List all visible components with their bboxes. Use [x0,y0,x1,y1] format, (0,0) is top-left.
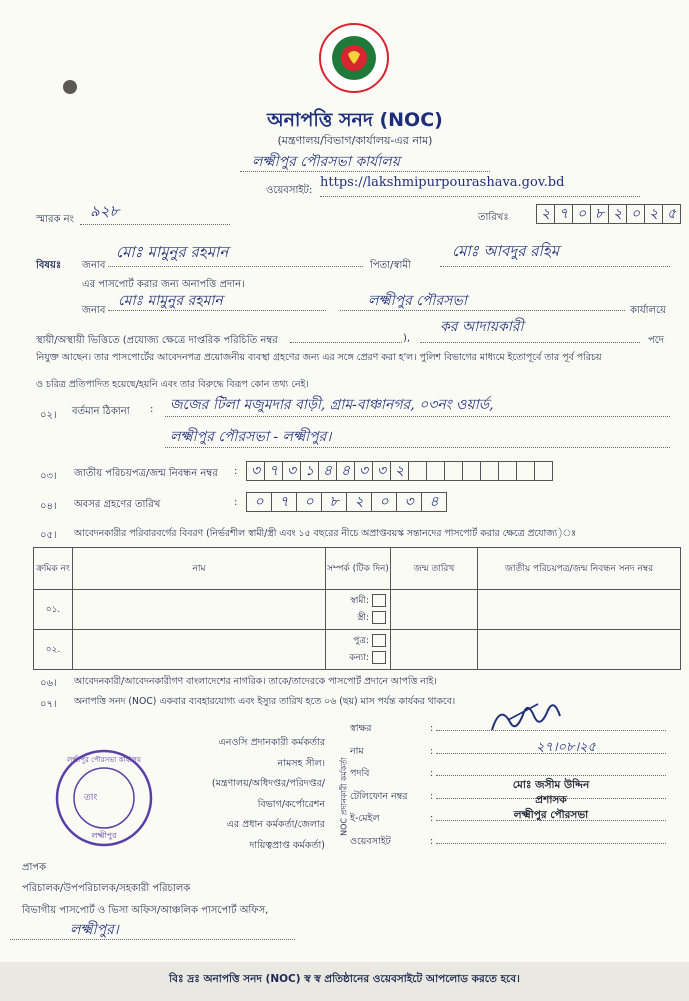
body-paragraph-1: নিযুক্ত আছেন। তার পাসপোর্টের আবেদনপত্র প্রয়োজনীয় ব্যবস্থা গ্রহণের জন্য এর সঙ্গে প্রেরণ করা হ'ল। পুলিশ বিভাগের মাধ্যমে ইতোপূর্বে তার পূর্ব পরিচয় [36,352,602,363]
memo-number: ৯২৮ [90,202,120,220]
date-digit: ২ [644,204,663,224]
designation-line [436,775,666,776]
field-label: টেলিফোন নম্বর [350,790,408,802]
rel-wife: স্ত্রী: [357,612,369,623]
post-name: কর আদায়কারী [440,319,524,335]
nid-digit: ৩ [282,461,301,481]
nid-digit [444,461,463,481]
date-digit: ০ [572,204,591,224]
officer-line: দায়িত্বপ্রাপ্ত কর্মকর্তা) [249,839,325,851]
subject-prefix: জনাব [82,260,106,271]
date-digit: ২ [608,204,627,224]
body-paragraph-2: ও চরিত্র প্রতিপাদিত হয়েছে/হয়নি এবং তার বিরুদ্ধে বিরূপ কোন তথ্য নেই। [36,379,309,390]
permanent-text: স্থায়ী/অস্থায়ী ভিত্তিতে (প্রযোজ্য ক্ষেত্রে দাপ্তরিক পরিচিতি নম্বর [36,335,278,346]
nid-digit [480,461,499,481]
ministry-subtitle: (মন্ত্রণালয়/বিভাগ/কার্যালয়-এর নাম) [277,134,433,147]
seal-outer-text: লক্ষ্মীপুর পৌরসভা কার্যালয় [67,756,141,764]
seal-inner-prefix: তাং [84,793,98,803]
body-name: মোঃ মামুনুর রহমান [118,293,223,309]
website-label: ওয়েবসাইট: [266,185,313,196]
item-07-text: অনাপত্তি সনদ (NOC) একবার ব্যবহারযোগ্য এবং ইস্যুর তারিখ হতে ০৬ (ছয়) মাস পর্যন্ত কার্যকর থাকবে। [74,696,456,707]
nid-digit [498,461,517,481]
date-label: তারিখঃ [478,212,509,223]
footer-note: বিঃ দ্রঃ অনাপত্তি সনদ (NOC) স্ব স্ব প্রতিষ্ঠানের ওয়েবসাইটে আপলোড করতে হবে। [169,973,520,985]
field-row: ই-মেইল : [350,808,680,831]
retire-digit: ০ [371,492,397,512]
family-table [33,547,681,670]
col-dob: জন্ম তারিখ [391,548,478,590]
nid-digit: ৪ [336,461,355,481]
officer-label-block [170,733,325,856]
recipient-line-1: পরিচালক/উপপরিচালক/সহকারী পরিচালক [22,883,191,894]
field-row: পদবি : [350,763,680,786]
date-digit: ৫ [662,204,681,224]
item-07-number: ০৭। [40,699,57,710]
name-stamp [476,778,626,823]
rel-daughter: কন্যা: [349,652,369,663]
officer-line: এনওসি প্রদানকারী কর্মকর্তার [218,737,325,748]
stamp-name: মোঃ জসীম উদ্দিন [512,779,590,791]
recipient-line-2: বিভাগীয় পাসপোর্ট ও ভিসা অফিস/আঞ্চলিক পাসপোর্ট অফিস, [22,905,269,916]
retire-digit: ৮ [321,492,347,512]
office-suffix: কার্যালয়ে [630,305,666,316]
post-suffix: পদে [648,335,665,346]
father-name: মোঃ আবদুর রহিম [452,242,560,260]
item-05-text: আবেদনকারীর পরিবারবর্গের বিবরণ (নির্ভরশীল স্বামী/স্ত্রী এবং ১৫ বছরের নীচে অপ্রাপ্তবয়স্ক সন্তানদের পাসপোর্ট করার ক্ষেত্রে প্রযোজ্য)ঃ [74,528,577,539]
field-label: ই-মেইল [350,813,380,824]
field-row: টেলিফোন নম্বর : [350,786,680,809]
retire-digit: ৭ [271,492,297,512]
subject-label: বিষয়ঃ [36,260,62,271]
date-digit: ২ [536,204,555,224]
item-03-number: ০৩। [40,471,57,482]
checkbox[interactable] [372,594,386,607]
item-02-number: ০২। [40,410,57,421]
nid-digit [408,461,427,481]
table-row [34,630,681,670]
father-label: পিতা/স্বামী [370,260,411,271]
body-office: লক্ষ্মীপুর পৌরসভা [368,293,467,309]
rel-husband: স্বামী: [350,595,369,606]
round-seal [54,748,154,848]
row-serial: ০২. [34,630,73,670]
retire-digit: ২ [346,492,372,512]
col-serial: ক্রমিক নং [34,548,73,590]
footer-note-bar [0,962,689,1001]
stamp-title: প্রশাসক [535,794,567,806]
field-label: পদবি [350,768,370,779]
col-nid: জাতীয় পরিচয়পত্র/জন্ম নিবন্ধন সনদ নম্বর [478,548,681,590]
nid-digit [534,461,553,481]
punch-hole [63,80,77,94]
date-digit: ০ [626,204,645,224]
item-04-number: ০৪। [40,501,57,512]
checkbox[interactable] [372,651,386,664]
stamp-office: লক্ষ্মীপুর পৌরসভা [513,809,589,821]
item-05-number: ০৫। [40,530,57,541]
field-label: ওয়েবসাইট [350,835,391,847]
body-prefix: জনাব [82,305,106,316]
field-label: স্বাক্ষর [350,723,372,734]
retire-digit: ০ [246,492,272,512]
nid-digit: ৪ [318,461,337,481]
nid-boxes [247,461,553,481]
table-row [34,590,681,630]
nid-digit [426,461,445,481]
field-row: ওয়েবসাইট : [350,831,680,854]
item-02-label: বর্তমান ঠিকানা [72,406,130,417]
item-06-text: আবেদনকারী/আবেদনকারীগণ বাংলাদেশের নাগরিক। তাকে/তাদেরকে পাসপোর্ট প্রদানে আপত্তি নাই। [74,676,437,687]
date-digit: ৮ [590,204,609,224]
signature-date: ২৭।০৮।২৫ [536,740,596,755]
website-value: https://lakshmipurpourashava.gov.bd [320,175,565,190]
field-row: স্বাক্ষর : [350,718,680,741]
nid-digit: ৭ [264,461,283,481]
rel-son: পুত্র: [353,635,369,646]
website-line [436,843,666,844]
subject-line2: এর পাসপোর্ট করার জন্য অনাপত্তি প্রদান। [82,279,245,290]
col-name: নাম [73,548,326,590]
office-name: লক্ষ্মীপুর পৌরসভা কার্যালয় [252,154,400,170]
checkbox[interactable] [372,611,386,624]
nid-digit: ২ [390,461,409,481]
item-03-label: জাতীয় পরিচয়পত্র/জন্ম নিবন্ধন নম্বর [74,468,218,479]
checkbox[interactable] [372,634,386,647]
date-boxes [537,204,681,224]
government-emblem [318,22,390,94]
noc-title: অনাপত্তি সনদ (NOC) [267,109,443,131]
date-digit: ৭ [554,204,573,224]
vertical-note: NOC প্রদানকারী কর্মকর্তা [339,757,349,836]
recipient-label: প্রাপক [22,862,47,873]
row-serial: ০১. [34,590,73,630]
nid-digit [516,461,535,481]
officer-line: বিভাগ/কর্পোরেশন [257,798,325,810]
retire-digit: ০ [296,492,322,512]
nid-digit: ৩ [246,461,265,481]
col-relation: সম্পর্ক (টিক দিন) [326,548,391,590]
officer-line: নামসহ সীল। [277,757,325,769]
field-row: নাম : [350,741,680,764]
recipient-handwritten: লক্ষ্মীপুর। [70,922,119,938]
seal-bottom-text: লক্ষ্মীপুর [91,831,117,840]
nid-digit: ১ [300,461,319,481]
address-line-1: জজের টিলা মজুমদার বাড়ী, গ্রাম-বাঞ্চানগর, ০৩নং ওয়ার্ড, [170,397,494,413]
retire-digit: ৪ [421,492,447,512]
address-line-2: লক্ষ্মীপুর পৌরসভা - লক্ষ্মীপুর। [170,429,332,445]
permanent-close: ), [403,333,411,344]
officer-line: এর প্রধান কর্মকর্তা/জেলার [226,819,325,830]
memo-label: স্মারক নং [36,214,74,225]
retire-digit: ৩ [396,492,422,512]
nid-digit: ৩ [354,461,373,481]
retirement-boxes [247,492,447,512]
item-04-label: অবসর গ্রহণের তারিখ [74,499,161,510]
applicant-name: মোঃ মামুনুর রহমান [116,243,229,261]
nid-digit [462,461,481,481]
field-label: নাম [350,745,364,757]
officer-line: (মন্ত্রণালয়/অধিদপ্তর/পরিদপ্তর/ [211,778,325,789]
nid-digit: ৩ [372,461,391,481]
item-06-number: ০৬। [40,678,57,689]
